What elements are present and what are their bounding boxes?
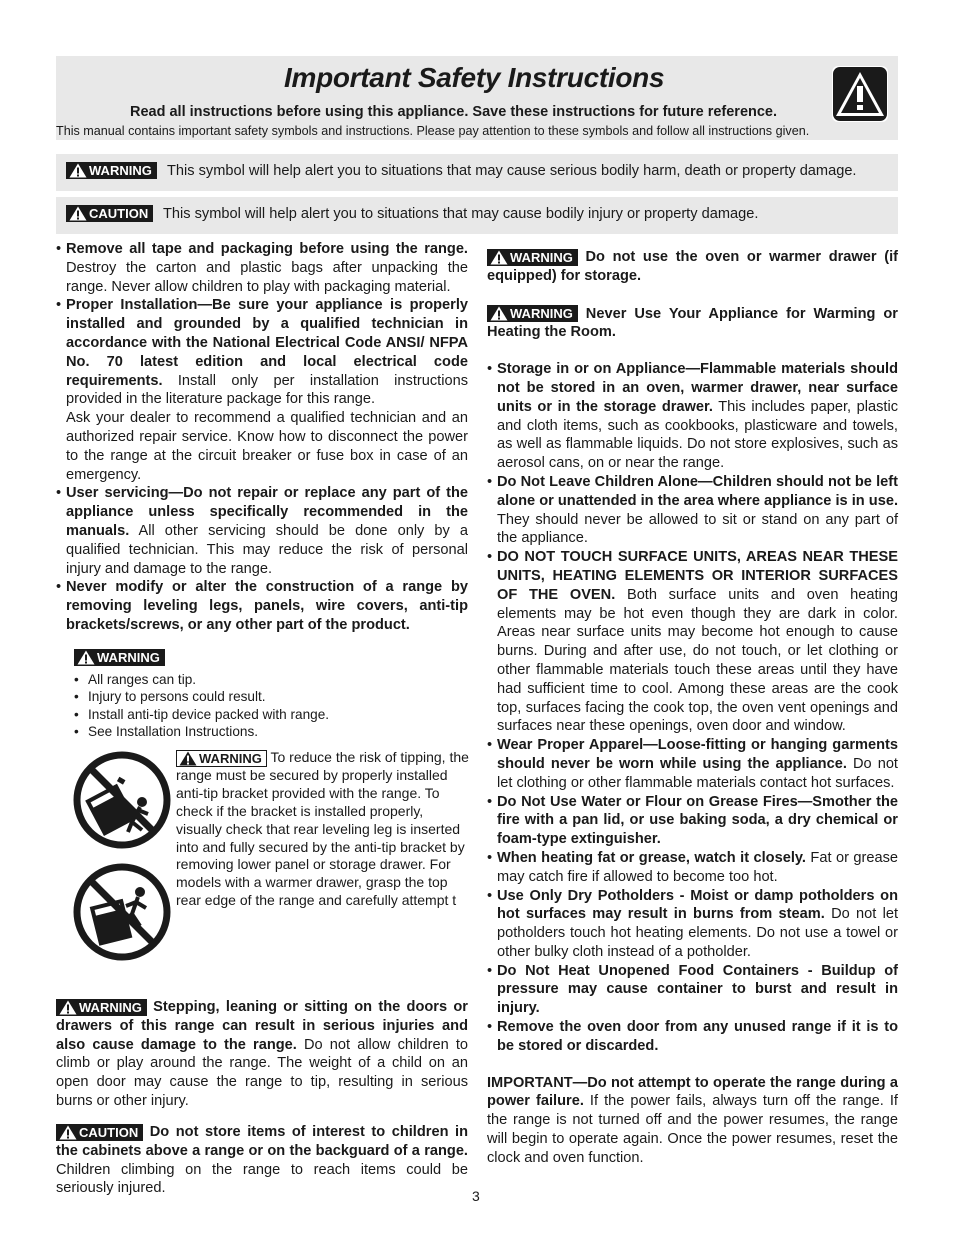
anti-tip-warning: WARNING To reduce the risk of tipping, the range must be secured by properly installed anti-tip bracket provided with the range. To check if the bracket is installed properly, visually check that rear leveling leg is inserted into and fully secured by the anti-tip bracket by removing lower panel or storage drawer. For models with a warmer drawer, grasp the top rear edge of the range and carefully attempt t — [176, 749, 469, 909]
list-item: • Do Not Use Water or Flour on Grease Fires—Smother the fire with a pan lid, or use baking soda, a dry chemical or foam-type extinguisher. — [487, 793, 898, 849]
list-item: • Do Not Leave Children Alone—Children should not be left alone or unattended in the area where appliance is in use. They should never be allowed to sit or stand on any part of the appliance. — [487, 473, 898, 548]
warning-badge: WARNING — [66, 162, 157, 179]
list-item: • Proper Installation—Be sure your appliance is properly installed and grounded by a qualified technician in accordance with the National Electrical Code ANSI/ NFPA No. 70 latest edition and local electrical code requirements. Install only per installation instructions provided in the literature package for this range. — [56, 296, 468, 409]
list-item: • Install anti-tip device packed with range. — [74, 706, 329, 723]
list-item: • Remove all tape and packaging before using the range. Destroy the carton and plastic bags after unpacking the range. Never allow children to play with packaging material. — [56, 240, 468, 296]
warning-symbol-text: This symbol will help alert you to situations that may cause serious bodily harm, death or property damage. — [167, 163, 857, 179]
list-item-continuation: Ask your dealer to recommend a qualified technician and an authorized repair service. Know how to disconnect the power to the range at the circuit breaker or fuse box in case of an emergency. — [66, 410, 468, 483]
header-box — [56, 56, 898, 140]
warning-symbol-box — [56, 154, 898, 191]
list-item: • Injury to persons could result. — [74, 688, 329, 705]
list-item: • See Installation Instructions. — [74, 723, 329, 740]
storage-caution: CAUTION Do not store items of interest to children in the cabinets above a range or on the backguard of a range. Children climbing on the range to reach items could be seriously injured. — [56, 1124, 468, 1197]
alert-triangle-icon — [59, 1000, 77, 1015]
list-item: • When heating fat or grease, watch it closely. Fat or grease may catch fire if allowed to become too hot. — [487, 849, 898, 887]
list-item: • User servicing—Do not repair or replace any part of the appliance unless specifically recommended in the manuals. All other servicing should be done only by a qualified technician. This may reduce the risk of personal injury and damage to the range. — [56, 484, 468, 578]
read-all-notice: Read all instructions before using this appliance. Save these instructions for future reference. — [130, 104, 778, 120]
heating-warning: WARNING Never Use Your Appliance for Warming or Heating the Room. — [487, 305, 898, 341]
alert-triangle-icon — [179, 751, 197, 766]
list-item: • Storage in or on Appliance—Flammable materials should not be stored in an oven, warmer drawer, near surface units or in the storage drawer. This includes paper, plastic and cloth items, such as cookbooks, plasticware and towels, as well as flammable liquids. Do not store explosives, such as aerosol cans, on or near the range. — [487, 360, 898, 473]
no-climbing-icon — [72, 862, 172, 962]
caution-symbol-box — [56, 197, 898, 234]
list-item: • Remove the oven door from any unused range if it is to be stored or discarded. — [487, 1018, 898, 1056]
alert-triangle-icon — [490, 250, 508, 265]
manual-note: This manual contains important safety symbols and instructions. Please pay attention to these symbols and follow all instructions given. — [56, 124, 810, 138]
list-item: • Do Not Heat Unopened Food Containers - Buildup of pressure may cause container to burst and result in injury. — [487, 962, 898, 1018]
list-item: • Use Only Dry Potholders - Moist or damp potholders on hot surfaces may result in burns from steam. Do not let potholders touch hot heating elements. Do not use a towel or other bulky cloth instead of a potholder. — [487, 887, 898, 962]
tip-warning-badge-wrap — [74, 649, 165, 667]
caution-symbol-text: This symbol will help alert you to situations that may cause bodily injury or property damage. — [163, 206, 759, 222]
alert-triangle-icon — [69, 206, 87, 221]
tip-warning-list — [74, 671, 329, 741]
alert-triangle-icon — [77, 650, 95, 665]
power-failure-note: IMPORTANT—Do not attempt to operate the range during a power failure. If the power fails, always turn off the range. If the range is not turned off and the power resumes, the range will begin to operate again. Once the power resumes, reset the clock and oven function. — [487, 1074, 898, 1166]
warning-badge: WARNING — [56, 999, 147, 1016]
warning-icon — [832, 66, 888, 122]
warning-badge: WARNING — [74, 649, 165, 666]
storage-warning: WARNING Do not use the oven or warmer drawer (if equipped) for storage. — [487, 249, 898, 284]
list-item: • Wear Proper Apparel—Loose-fitting or hanging garments should never be worn while using the appliance. Do not let clothing or other flammable materials contact hot surfaces. — [487, 736, 898, 792]
right-column — [487, 248, 898, 1168]
warning-badge: WARNING — [176, 750, 267, 767]
page-number: 3 — [472, 1188, 480, 1204]
caution-badge: CAUTION — [66, 205, 153, 222]
alert-triangle-icon — [69, 163, 87, 178]
left-column — [56, 240, 468, 635]
caution-badge: CAUTION — [56, 1124, 143, 1141]
no-tipping-icon — [72, 750, 172, 850]
list-item: • Never modify or alter the construction of a range by removing leveling legs, panels, wire covers, anti-tip brackets/screws, or any other part of the product. — [56, 578, 468, 634]
stepping-warning: WARNING Stepping, leaning or sitting on the doors or drawers of this range can result in serious injuries and also cause damage to the range. Do not allow children to climb or play around the range. The weight of a child on an open door may cause the range to tip, resulting in serious burns or other injury. — [56, 999, 468, 1109]
warning-badge: WARNING — [487, 305, 578, 322]
alert-triangle-icon — [490, 306, 508, 321]
list-item: • DO NOT TOUCH SURFACE UNITS, AREAS NEAR THESE UNITS, HEATING ELEMENTS OR INTERIOR SURFACES OF THE OVEN. Both surface units and oven heating elements may be hot even though they are dark in color. Areas near surface units may become hot enough to cause burns. During and after use, do not touch, or let clothing or other flammable materials touch these areas until they have had sufficient time to cool. Among these areas are the cook top, surfaces facing the cook top, the oven vent openings and surfaces near these openings, oven door and window. — [487, 548, 898, 736]
page-title: Important Safety Instructions — [284, 62, 665, 93]
warning-badge: WARNING — [487, 249, 578, 266]
list-item: • All ranges can tip. — [74, 671, 329, 688]
alert-triangle-icon — [59, 1125, 77, 1140]
